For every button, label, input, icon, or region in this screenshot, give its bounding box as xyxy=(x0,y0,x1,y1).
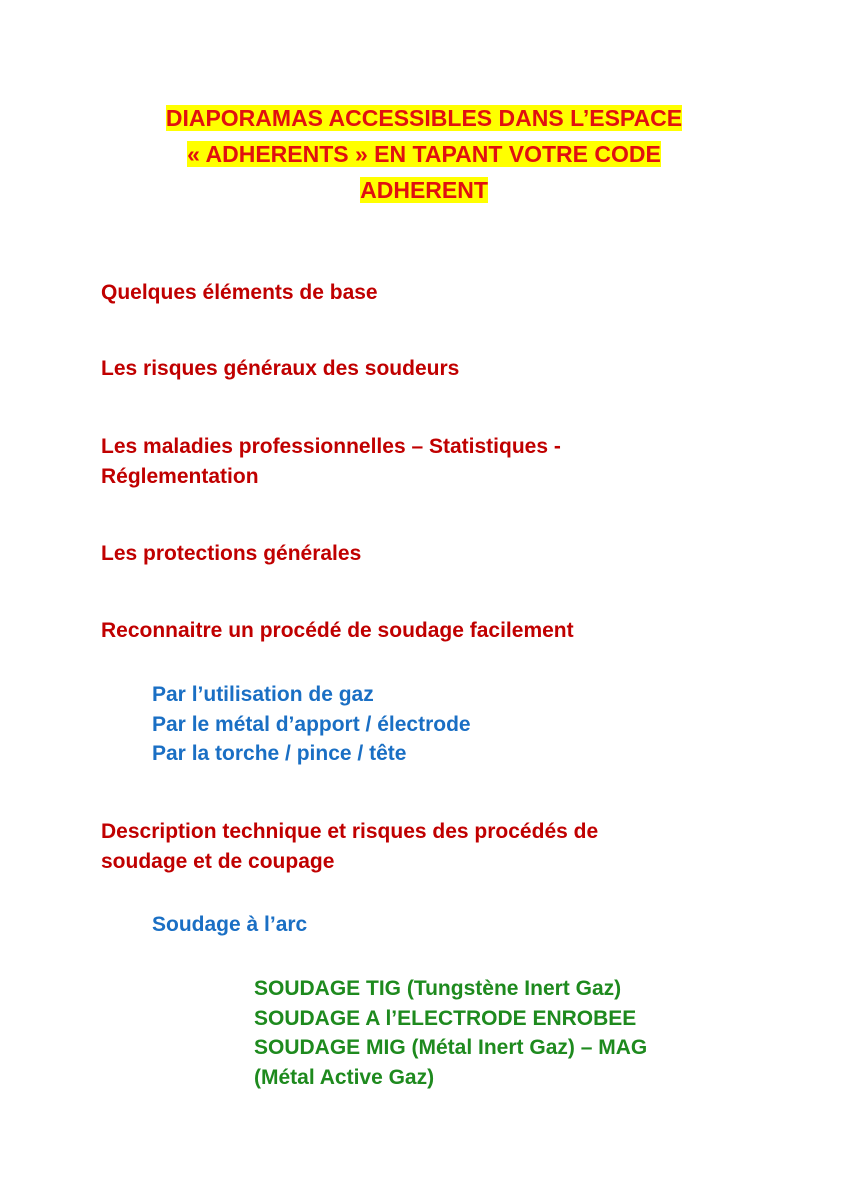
section-heading-base-elements: Quelques éléments de base xyxy=(101,281,378,304)
section-heading-line: Les maladies professionnelles – Statistiques - xyxy=(101,435,561,458)
arc-welding-process-list xyxy=(254,974,647,1092)
section-heading-general-risks: Les risques généraux des soudeurs xyxy=(101,357,460,380)
section-heading-line: Réglementation xyxy=(101,465,259,488)
section-heading-occupational-diseases xyxy=(101,432,561,492)
list-item: SOUDAGE MIG (Métal Inert Gaz) – MAG xyxy=(254,1036,648,1059)
title-line-2: « ADHERENTS » EN TAPANT VOTRE CODE xyxy=(187,141,661,167)
subheading-arc-welding: Soudage à l’arc xyxy=(152,913,308,936)
list-item: Par l’utilisation de gaz xyxy=(152,683,374,706)
title-line-1: DIAPORAMAS ACCESSIBLES DANS L’ESPACE xyxy=(165,105,683,131)
list-item: SOUDAGE TIG (Tungstène Inert Gaz) xyxy=(254,977,622,1000)
section-heading-technical-description xyxy=(101,817,598,877)
section-heading-general-protections: Les protections générales xyxy=(101,542,362,565)
section-heading-line: Description technique et risques des procédés de xyxy=(101,820,599,843)
list-item: Par la torche / pince / tête xyxy=(152,742,407,765)
list-item: (Métal Active Gaz) xyxy=(254,1065,435,1089)
section-heading-line: soudage et de coupage xyxy=(101,850,335,873)
list-item: SOUDAGE A l’ELECTRODE ENROBEE xyxy=(254,1006,637,1030)
page-title xyxy=(0,100,848,208)
section-heading-recognize-process: Reconnaitre un procédé de soudage facilement xyxy=(101,619,574,642)
title-line-3: ADHERENT xyxy=(360,177,488,203)
recognize-process-list xyxy=(152,680,471,769)
list-item: Par le métal d’apport / électrode xyxy=(152,712,471,736)
